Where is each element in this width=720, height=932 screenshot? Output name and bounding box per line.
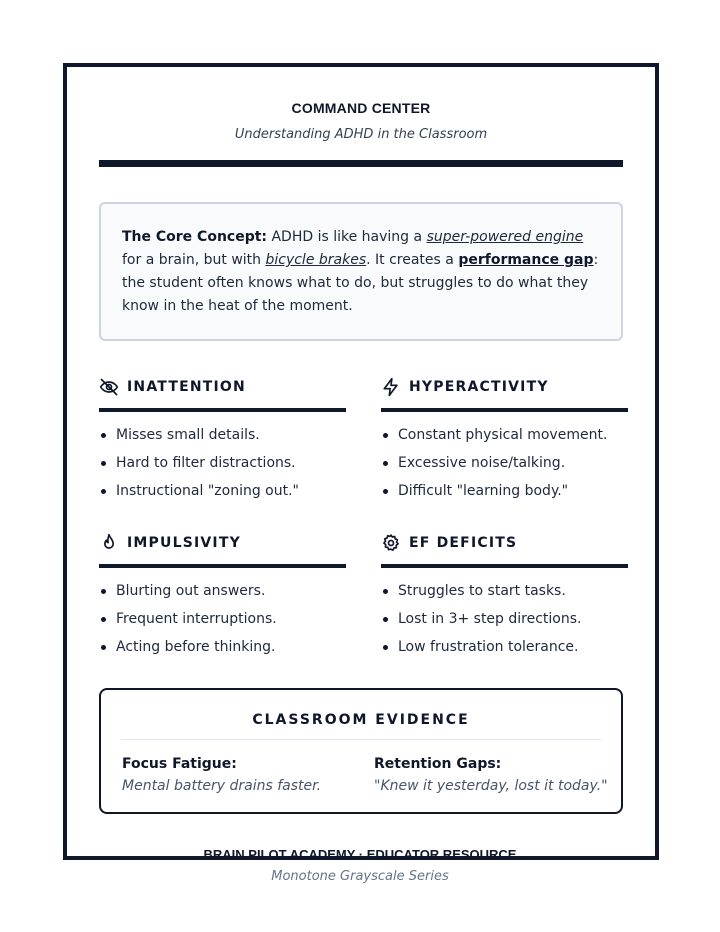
footer-series: Monotone Grayscale Series: [271, 869, 449, 884]
category-impulsivity: [99, 531, 346, 661]
category-list: [381, 421, 628, 505]
list-item: Difficult "learning body.": [381, 477, 628, 505]
flame-icon: [99, 533, 119, 553]
category-divider: [99, 408, 346, 412]
category-divider: [381, 408, 628, 412]
category-header: [99, 375, 346, 399]
list-item: Hard to filter distractions.: [99, 449, 346, 477]
list-item: Struggles to start tasks.: [381, 577, 628, 605]
phrase-performance-gap: performance gap: [458, 252, 594, 268]
category-title: HYPERACTIVITY: [409, 379, 549, 395]
category-header: [381, 531, 628, 555]
eye-off-icon: [99, 377, 119, 397]
list-item: Low frustration tolerance.: [381, 633, 628, 661]
core-concept-text-4: : the student often knows what to do, but struggles to do what they know in the heat of the moment.: [122, 252, 599, 314]
evidence-label: Retention Gaps:: [374, 756, 502, 772]
evidence-divider: [121, 739, 601, 740]
gear-icon: [381, 533, 401, 553]
core-concept-text-2: for a brain, but with: [122, 252, 266, 268]
category-header: [99, 531, 346, 555]
page-frame: [63, 63, 659, 860]
classroom-evidence-box: [99, 688, 623, 814]
list-item: Frequent interruptions.: [99, 605, 346, 633]
category-divider: [99, 564, 346, 568]
page-content: [99, 67, 623, 665]
core-concept-box: [99, 202, 623, 341]
category-list: [99, 421, 346, 505]
evidence-title: CLASSROOM EVIDENCE: [252, 712, 470, 728]
category-divider: [381, 564, 628, 568]
category-list: [99, 577, 346, 661]
category-title: EF DEFICITS: [409, 535, 518, 551]
evidence-item-focus-fatigue: [122, 755, 321, 795]
phrase-engine: super-powered engine: [426, 229, 584, 245]
core-concept-text-3: . It creates a: [366, 252, 459, 268]
evidence-item-retention-gaps: [374, 755, 608, 795]
category-ef-deficits: [381, 531, 628, 661]
list-item: Blurting out answers.: [99, 577, 346, 605]
list-item: Excessive noise/talking.: [381, 449, 628, 477]
evidence-text: "Knew it yesterday, lost it today.": [374, 778, 608, 794]
title-divider: [99, 160, 623, 167]
category-title: IMPULSIVITY: [127, 535, 241, 551]
core-concept-text-1: ADHD is like having a: [267, 229, 427, 245]
list-item: Lost in 3+ step directions.: [381, 605, 628, 633]
category-inattention: [99, 375, 346, 505]
footer-organization: BRAIN PILOT ACADEMY · EDUCATOR RESOURCE: [203, 847, 517, 862]
evidence-text: Mental battery drains faster.: [122, 778, 322, 794]
list-item: Misses small details.: [99, 421, 346, 449]
evidence-label: Focus Fatigue:: [122, 756, 237, 772]
page-subtitle: Understanding ADHD in the Classroom: [234, 127, 488, 142]
lightning-icon: [381, 377, 401, 397]
core-concept-lead: The Core Concept:: [122, 229, 268, 245]
category-header: [381, 375, 628, 399]
list-item: Instructional "zoning out.": [99, 477, 346, 505]
phrase-brakes: bicycle brakes: [265, 252, 367, 268]
list-item: Acting before thinking.: [99, 633, 346, 661]
category-hyperactivity: [381, 375, 628, 505]
categories-grid: [99, 375, 623, 665]
page-title: COMMAND CENTER: [291, 100, 431, 116]
category-title: INATTENTION: [127, 379, 246, 395]
list-item: Constant physical movement.: [381, 421, 628, 449]
category-list: [381, 577, 628, 661]
